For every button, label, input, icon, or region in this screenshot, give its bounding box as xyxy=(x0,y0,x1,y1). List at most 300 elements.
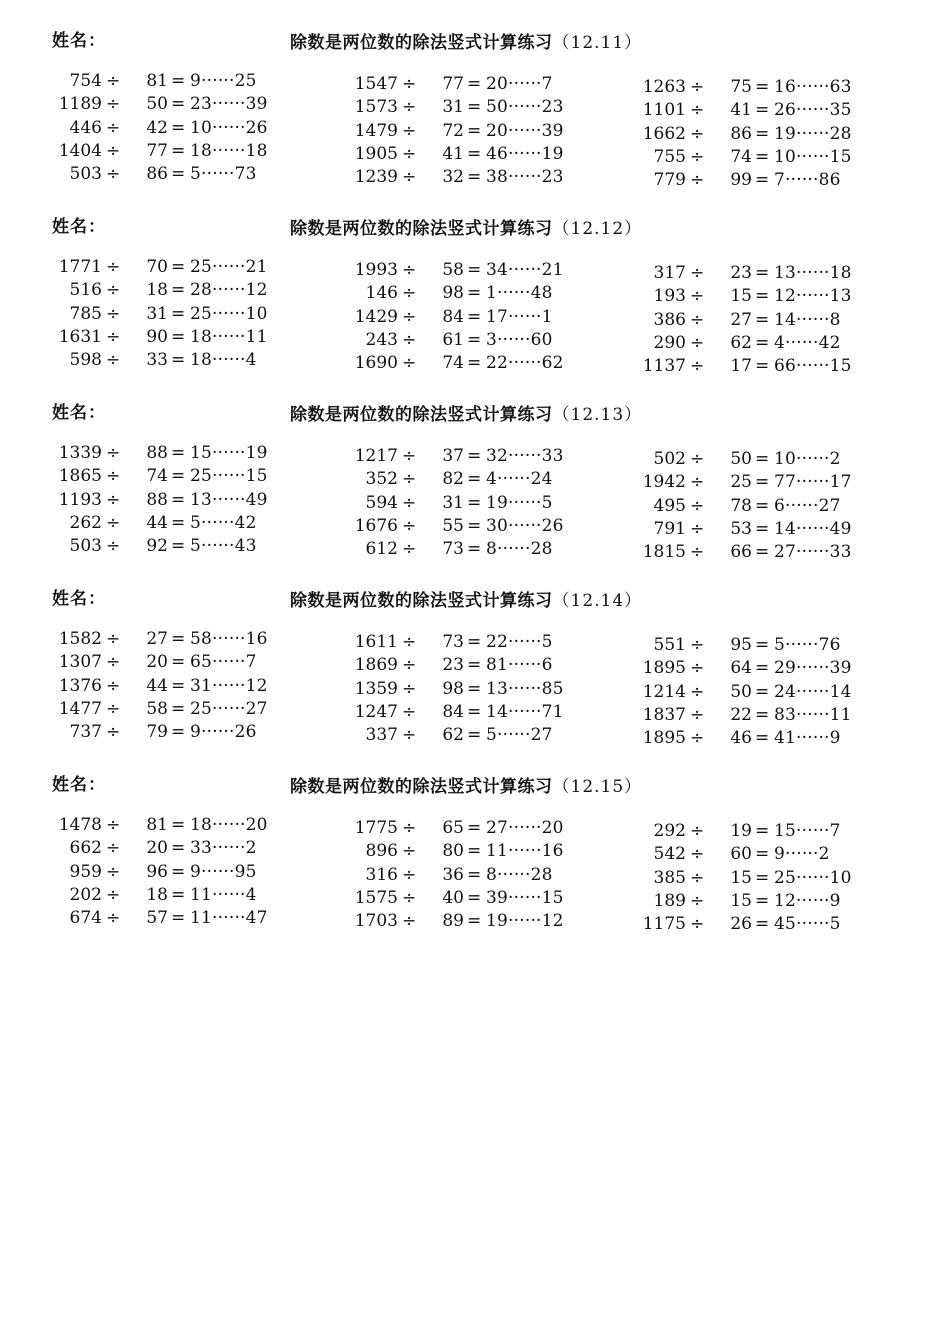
divisor: 17 xyxy=(730,356,752,377)
quotient-remainder: 39······15 xyxy=(486,887,564,908)
dividend: 243 xyxy=(365,329,398,350)
division-problem xyxy=(640,146,880,169)
quotient-remainder: 41······9 xyxy=(774,728,841,749)
division-sign: ÷ xyxy=(402,446,417,466)
dividend: 785 xyxy=(69,303,102,324)
division-problem xyxy=(56,535,296,558)
division-problem xyxy=(352,678,592,701)
divisor: 41 xyxy=(442,143,464,164)
quotient-remainder: 10······2 xyxy=(774,449,841,469)
division-problem xyxy=(640,309,880,332)
equals-sign: = xyxy=(755,518,770,539)
division-problem xyxy=(56,349,296,372)
divisor: 62 xyxy=(442,725,464,746)
division-sign: ÷ xyxy=(106,838,121,859)
dividend: 1775 xyxy=(354,818,398,838)
dividend: 502 xyxy=(653,449,686,469)
student-name-label: 姓名： xyxy=(52,775,106,795)
equals-sign: = xyxy=(171,466,186,487)
dividend: 503 xyxy=(69,164,102,185)
quotient-remainder: 26······35 xyxy=(774,100,852,121)
divisor: 58 xyxy=(146,698,168,719)
division-sign: ÷ xyxy=(106,71,121,91)
dividend: 1895 xyxy=(642,728,686,749)
divisor: 46 xyxy=(730,728,752,749)
dividend: 896 xyxy=(365,841,398,862)
exercise-section xyxy=(0,398,950,584)
dividend: 598 xyxy=(69,350,102,371)
division-problem xyxy=(640,634,880,657)
dividend: 1547 xyxy=(354,74,398,94)
quotient-remainder: 5······43 xyxy=(190,536,257,557)
quotient-remainder: 32······33 xyxy=(486,446,564,466)
divisor: 90 xyxy=(146,326,168,347)
divisor: 81 xyxy=(146,71,168,91)
problem-column xyxy=(640,262,880,378)
divisor: 75 xyxy=(730,77,752,97)
divisor: 55 xyxy=(442,515,464,536)
dividend: 1479 xyxy=(354,120,398,141)
quotient-remainder: 17······1 xyxy=(486,306,553,327)
dividend: 754 xyxy=(69,71,102,91)
division-sign: ÷ xyxy=(690,890,705,911)
dividend: 1307 xyxy=(58,652,102,673)
dividend: 1895 xyxy=(642,658,686,679)
exercise-section xyxy=(0,26,950,212)
equals-sign: = xyxy=(467,306,482,327)
divisor: 32 xyxy=(442,167,464,188)
division-sign: ÷ xyxy=(106,164,121,185)
division-sign: ÷ xyxy=(690,170,705,191)
division-sign: ÷ xyxy=(106,303,121,324)
quotient-remainder: 5······27 xyxy=(486,725,553,746)
quotient-remainder: 25······27 xyxy=(190,698,268,719)
quotient-remainder: 81······6 xyxy=(486,655,553,676)
division-problem xyxy=(640,820,880,843)
dividend: 779 xyxy=(653,170,686,191)
quotient-remainder: 38······23 xyxy=(486,167,564,188)
division-problem xyxy=(352,840,592,863)
division-problem xyxy=(352,724,592,747)
division-problem xyxy=(352,631,592,654)
divisor: 86 xyxy=(146,164,168,185)
divisor: 25 xyxy=(730,472,752,493)
divisor: 61 xyxy=(442,329,464,350)
quotient-remainder: 24······14 xyxy=(774,681,852,702)
divisor: 88 xyxy=(146,489,168,510)
division-sign: ÷ xyxy=(106,652,121,673)
equals-sign: = xyxy=(467,678,482,699)
division-problem xyxy=(352,701,592,724)
dividend: 551 xyxy=(653,635,686,655)
division-problem xyxy=(640,518,880,541)
division-sign: ÷ xyxy=(690,914,705,935)
quotient-remainder: 16······63 xyxy=(774,77,852,97)
exercise-section xyxy=(0,212,950,398)
equals-sign: = xyxy=(171,326,186,347)
quotient-remainder: 66······15 xyxy=(774,356,852,377)
division-problem xyxy=(352,910,592,933)
quotient-remainder: 7······86 xyxy=(774,170,841,191)
division-sign: ÷ xyxy=(106,629,121,649)
division-sign: ÷ xyxy=(106,908,121,929)
dividend: 1993 xyxy=(354,260,398,280)
equals-sign: = xyxy=(755,890,770,911)
quotient-remainder: 5······73 xyxy=(190,164,257,185)
quotient-remainder: 11······16 xyxy=(486,841,564,862)
student-name-label: 姓名： xyxy=(52,31,106,51)
division-sign: ÷ xyxy=(402,678,417,699)
division-problem xyxy=(56,279,296,302)
division-sign: ÷ xyxy=(402,864,417,885)
quotient-remainder: 29······39 xyxy=(774,658,852,679)
quotient-remainder: 8······28 xyxy=(486,539,553,560)
dividend: 1239 xyxy=(354,167,398,188)
equals-sign: = xyxy=(171,117,186,138)
divisor: 31 xyxy=(442,97,464,118)
division-problem xyxy=(352,329,592,352)
quotient-remainder: 8······28 xyxy=(486,864,553,885)
equals-sign: = xyxy=(171,443,186,463)
dividend: 755 xyxy=(653,146,686,167)
dividend: 516 xyxy=(69,280,102,301)
equals-sign: = xyxy=(755,77,770,97)
quotient-remainder: 4······24 xyxy=(486,469,553,490)
divisor: 84 xyxy=(442,701,464,722)
divisor: 31 xyxy=(442,492,464,513)
division-problem xyxy=(352,654,592,677)
quotient-remainder: 18······11 xyxy=(190,326,268,347)
division-problem xyxy=(640,76,880,99)
division-sign: ÷ xyxy=(690,658,705,679)
equals-sign: = xyxy=(755,844,770,865)
division-sign: ÷ xyxy=(690,263,705,283)
dividend: 1175 xyxy=(642,914,686,935)
dividend: 612 xyxy=(365,539,398,560)
equals-sign: = xyxy=(171,675,186,696)
quotient-remainder: 5······42 xyxy=(190,512,257,533)
dividend: 1611 xyxy=(354,632,398,652)
division-problem xyxy=(56,907,296,930)
dividend: 1690 xyxy=(354,353,398,374)
division-sign: ÷ xyxy=(690,635,705,655)
divisor: 53 xyxy=(730,518,752,539)
divisor: 80 xyxy=(442,841,464,862)
division-sign: ÷ xyxy=(402,306,417,327)
quotient-remainder: 22······5 xyxy=(486,632,553,652)
dividend: 1905 xyxy=(354,143,398,164)
division-sign: ÷ xyxy=(402,353,417,374)
section-title-text: 除数是两位数的除法竖式计算练习 xyxy=(290,33,553,53)
equals-sign: = xyxy=(171,908,186,929)
dividend: 193 xyxy=(653,286,686,307)
equals-sign: = xyxy=(171,257,186,277)
equals-sign: = xyxy=(755,728,770,749)
division-problem xyxy=(640,727,880,750)
quotient-remainder: 20······7 xyxy=(486,74,553,94)
divisor: 41 xyxy=(730,100,752,121)
division-problem xyxy=(352,120,592,143)
student-name-label: 姓名： xyxy=(52,217,106,237)
equals-sign: = xyxy=(467,841,482,862)
dividend: 1263 xyxy=(642,77,686,97)
equals-sign: = xyxy=(755,146,770,167)
division-problem xyxy=(352,538,592,561)
section-title xyxy=(290,772,642,797)
divisor: 96 xyxy=(146,861,168,882)
division-problem xyxy=(352,468,592,491)
dividend: 1429 xyxy=(354,306,398,327)
problem-column xyxy=(56,628,296,744)
quotient-remainder: 12······9 xyxy=(774,890,841,911)
division-problem xyxy=(640,332,880,355)
division-problem xyxy=(56,465,296,488)
division-problem xyxy=(352,864,592,887)
divisor: 70 xyxy=(146,257,168,277)
equals-sign: = xyxy=(755,123,770,144)
quotient-remainder: 15······7 xyxy=(774,821,841,841)
division-sign: ÷ xyxy=(106,280,121,301)
section-date: （12.14） xyxy=(552,591,643,611)
divisor: 78 xyxy=(730,495,752,516)
division-sign: ÷ xyxy=(106,489,121,510)
division-problem xyxy=(352,887,592,910)
divisor: 22 xyxy=(730,704,752,725)
divisor: 88 xyxy=(146,443,168,463)
quotient-remainder: 10······26 xyxy=(190,117,268,138)
divisor: 82 xyxy=(442,469,464,490)
quotient-remainder: 27······33 xyxy=(774,542,852,563)
division-problem xyxy=(640,123,880,146)
dividend: 1359 xyxy=(354,678,398,699)
divisor: 57 xyxy=(146,908,168,929)
division-sign: ÷ xyxy=(106,257,121,277)
equals-sign: = xyxy=(171,536,186,557)
equals-sign: = xyxy=(755,704,770,725)
exercise-section xyxy=(0,770,950,956)
quotient-remainder: 18······4 xyxy=(190,350,257,371)
division-sign: ÷ xyxy=(106,443,121,463)
dividend: 1582 xyxy=(58,629,102,649)
divisor: 74 xyxy=(146,466,168,487)
equals-sign: = xyxy=(755,356,770,377)
division-problem xyxy=(56,628,296,651)
dividend: 262 xyxy=(69,512,102,533)
divisor: 72 xyxy=(442,120,464,141)
dividend: 959 xyxy=(69,861,102,882)
equals-sign: = xyxy=(467,97,482,118)
dividend: 737 xyxy=(69,722,102,743)
equals-sign: = xyxy=(755,449,770,469)
equals-sign: = xyxy=(467,701,482,722)
equals-sign: = xyxy=(467,283,482,304)
division-sign: ÷ xyxy=(690,309,705,330)
student-name-label: 姓名： xyxy=(52,589,106,609)
division-problem xyxy=(56,326,296,349)
division-problem xyxy=(640,913,880,936)
division-problem xyxy=(640,448,880,471)
dividend: 1869 xyxy=(354,655,398,676)
division-sign: ÷ xyxy=(690,449,705,469)
divisor: 98 xyxy=(442,283,464,304)
quotient-remainder: 27······20 xyxy=(486,818,564,838)
problem-column xyxy=(56,256,296,372)
dividend: 1575 xyxy=(354,887,398,908)
equals-sign: = xyxy=(467,167,482,188)
quotient-remainder: 45······5 xyxy=(774,914,841,935)
section-title xyxy=(290,214,642,239)
division-problem xyxy=(640,355,880,378)
division-sign: ÷ xyxy=(690,867,705,888)
divisor: 95 xyxy=(730,635,752,655)
division-sign: ÷ xyxy=(106,350,121,371)
divisor: 18 xyxy=(146,884,168,905)
divisor: 62 xyxy=(730,332,752,353)
division-sign: ÷ xyxy=(402,655,417,676)
quotient-remainder: 19······5 xyxy=(486,492,553,513)
equals-sign: = xyxy=(755,286,770,307)
divisor: 89 xyxy=(442,911,464,932)
division-problem xyxy=(56,303,296,326)
dividend: 1137 xyxy=(642,356,686,377)
quotient-remainder: 14······8 xyxy=(774,309,841,330)
division-sign: ÷ xyxy=(106,675,121,696)
division-sign: ÷ xyxy=(402,283,417,304)
equals-sign: = xyxy=(171,884,186,905)
division-sign: ÷ xyxy=(106,722,121,743)
division-problem xyxy=(352,817,592,840)
dividend: 542 xyxy=(653,844,686,865)
divisor: 15 xyxy=(730,867,752,888)
problem-column xyxy=(640,634,880,750)
equals-sign: = xyxy=(171,652,186,673)
division-sign: ÷ xyxy=(690,77,705,97)
divisor: 98 xyxy=(442,678,464,699)
dividend: 1771 xyxy=(58,257,102,277)
quotient-remainder: 19······28 xyxy=(774,123,852,144)
division-sign: ÷ xyxy=(690,542,705,563)
division-sign: ÷ xyxy=(106,512,121,533)
divisor: 58 xyxy=(442,260,464,280)
equals-sign: = xyxy=(755,472,770,493)
section-title-text: 除数是两位数的除法竖式计算练习 xyxy=(290,591,553,611)
quotient-remainder: 34······21 xyxy=(486,260,564,280)
division-problem xyxy=(352,259,592,282)
division-problem xyxy=(352,515,592,538)
division-problem xyxy=(352,96,592,119)
divisor: 77 xyxy=(146,140,168,161)
equals-sign: = xyxy=(755,821,770,841)
dividend: 1631 xyxy=(58,326,102,347)
division-sign: ÷ xyxy=(106,861,121,882)
division-sign: ÷ xyxy=(402,74,417,94)
division-sign: ÷ xyxy=(690,332,705,353)
divisor: 81 xyxy=(146,815,168,835)
divisor: 86 xyxy=(730,123,752,144)
division-sign: ÷ xyxy=(402,841,417,862)
dividend: 385 xyxy=(653,867,686,888)
division-problem xyxy=(56,140,296,163)
division-sign: ÷ xyxy=(106,117,121,138)
problem-column xyxy=(56,70,296,186)
dividend: 1676 xyxy=(354,515,398,536)
division-sign: ÷ xyxy=(106,536,121,557)
division-sign: ÷ xyxy=(690,100,705,121)
division-problem xyxy=(640,890,880,913)
quotient-remainder: 18······18 xyxy=(190,140,268,161)
divisor: 23 xyxy=(730,263,752,283)
section-date: （12.15） xyxy=(552,777,643,797)
equals-sign: = xyxy=(755,914,770,935)
problem-column xyxy=(352,631,592,747)
division-problem xyxy=(56,651,296,674)
dividend: 1478 xyxy=(58,815,102,835)
divisor: 60 xyxy=(730,844,752,865)
quotient-remainder: 19······12 xyxy=(486,911,564,932)
quotient-remainder: 83······11 xyxy=(774,704,852,725)
division-problem xyxy=(352,143,592,166)
division-problem xyxy=(56,117,296,140)
division-problem xyxy=(56,721,296,744)
dividend: 352 xyxy=(365,469,398,490)
problem-column xyxy=(640,76,880,192)
quotient-remainder: 6······27 xyxy=(774,495,841,516)
quotient-remainder: 9······25 xyxy=(190,71,257,91)
divisor: 37 xyxy=(442,446,464,466)
equals-sign: = xyxy=(755,309,770,330)
division-sign: ÷ xyxy=(402,911,417,932)
division-sign: ÷ xyxy=(106,140,121,161)
division-problem xyxy=(352,282,592,305)
dividend: 146 xyxy=(365,283,398,304)
quotient-remainder: 25······10 xyxy=(190,303,268,324)
division-problem xyxy=(640,541,880,564)
quotient-remainder: 23······39 xyxy=(190,94,268,115)
division-sign: ÷ xyxy=(690,123,705,144)
divisor: 27 xyxy=(146,629,168,649)
division-problem xyxy=(56,814,296,837)
division-problem xyxy=(640,657,880,680)
divisor: 44 xyxy=(146,675,168,696)
dividend: 1247 xyxy=(354,701,398,722)
equals-sign: = xyxy=(171,140,186,161)
divisor: 79 xyxy=(146,722,168,743)
equals-sign: = xyxy=(171,838,186,859)
division-sign: ÷ xyxy=(402,492,417,513)
quotient-remainder: 9······2 xyxy=(774,844,830,865)
division-sign: ÷ xyxy=(402,515,417,536)
section-title-text: 除数是两位数的除法竖式计算练习 xyxy=(290,219,553,239)
equals-sign: = xyxy=(467,818,482,838)
dividend: 337 xyxy=(365,725,398,746)
quotient-remainder: 10······15 xyxy=(774,146,852,167)
student-name-label: 姓名： xyxy=(52,403,106,423)
section-title-text: 除数是两位数的除法竖式计算练习 xyxy=(290,405,553,425)
divisor: 77 xyxy=(442,74,464,94)
division-problem xyxy=(640,867,880,890)
problem-column xyxy=(352,817,592,933)
divisor: 66 xyxy=(730,542,752,563)
equals-sign: = xyxy=(171,164,186,185)
division-problem xyxy=(640,681,880,704)
dividend: 1703 xyxy=(354,911,398,932)
divisor: 74 xyxy=(730,146,752,167)
equals-sign: = xyxy=(467,74,482,94)
dividend: 189 xyxy=(653,890,686,911)
divisor: 15 xyxy=(730,286,752,307)
division-sign: ÷ xyxy=(690,821,705,841)
division-problem xyxy=(352,492,592,515)
